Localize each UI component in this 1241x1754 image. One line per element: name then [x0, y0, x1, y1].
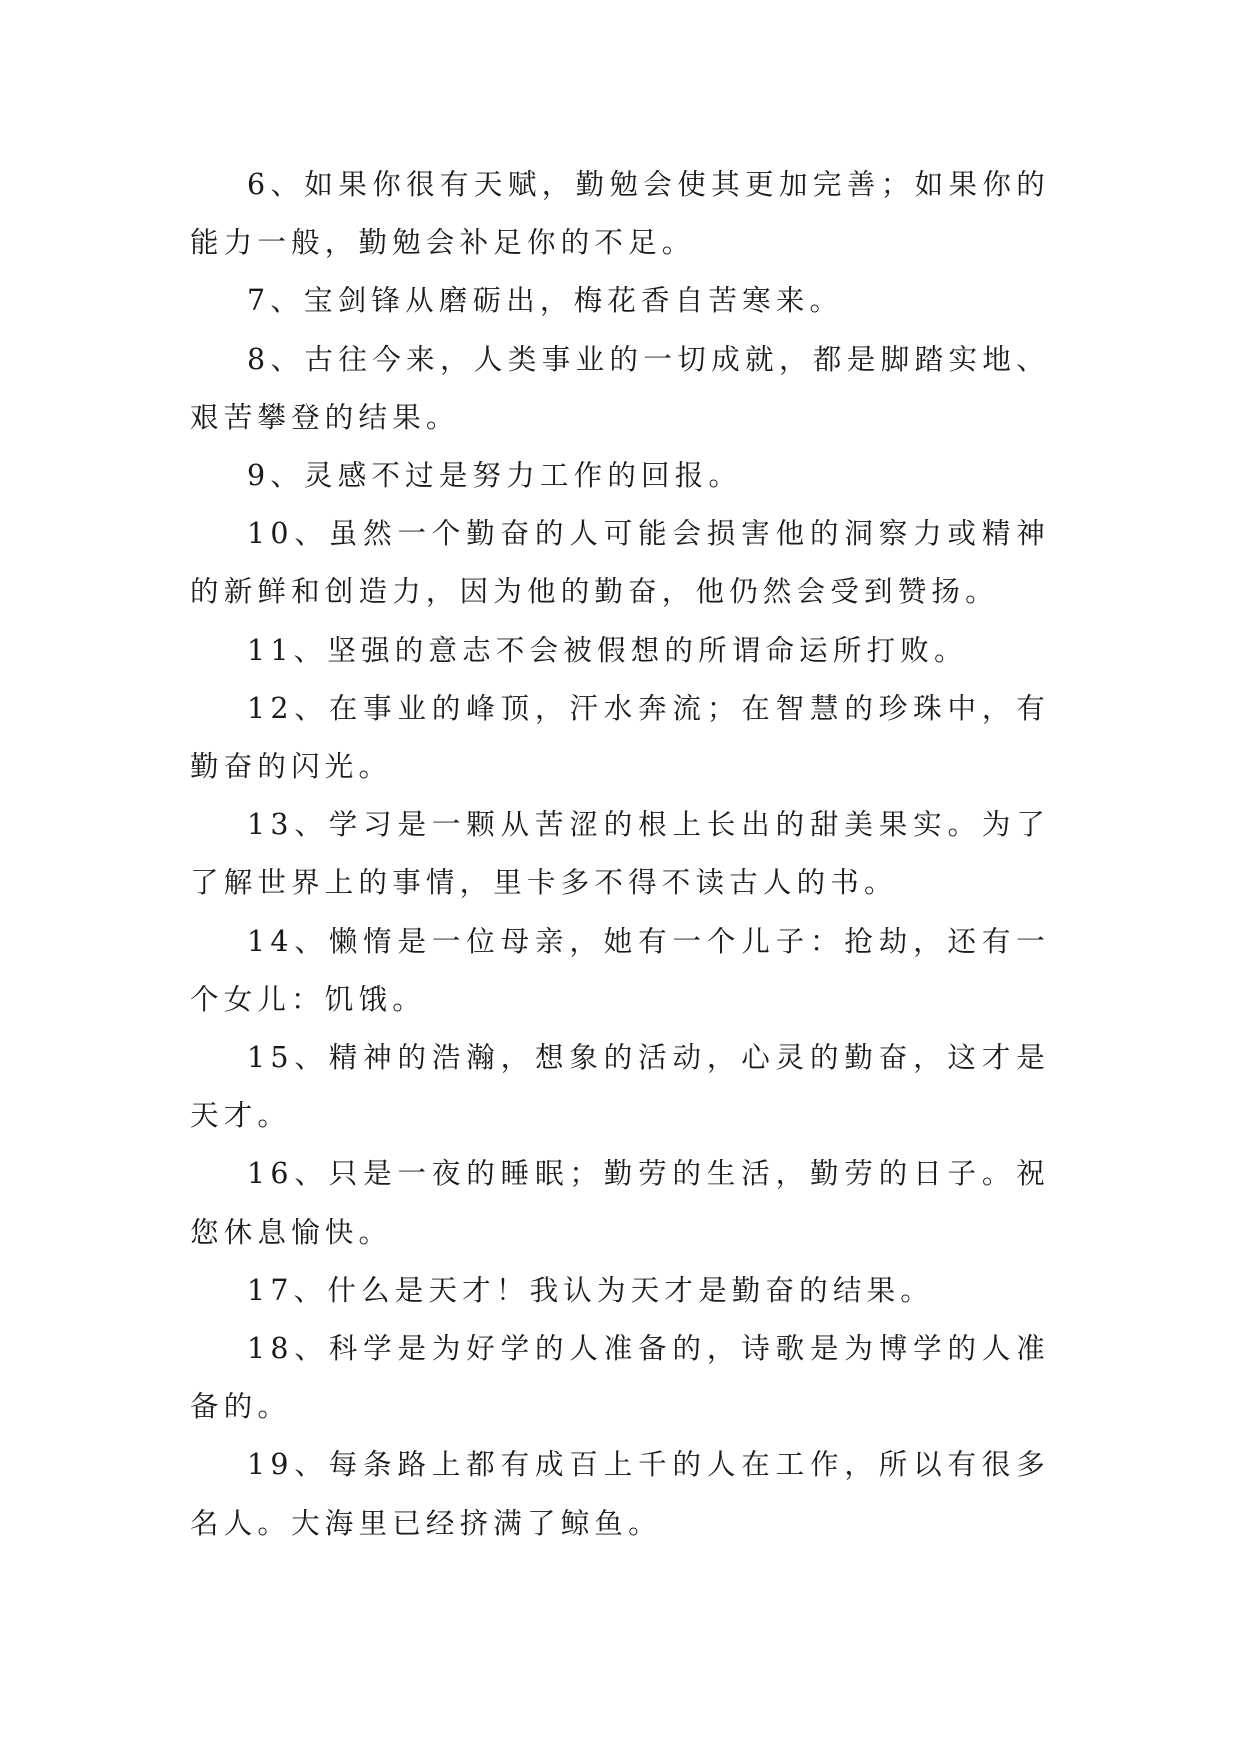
paragraph-19: 19、每条路上都有成百上千的人在工作，所以有很多名人。大海里已经挤满了鲸鱼。 — [190, 1448, 1050, 1540]
document-body — [190, 156, 1050, 1553]
paragraph-11: 11、坚强的意志不会被假想的所谓命运所打败。 — [247, 633, 968, 667]
paragraph-8: 8、古往今来，人类事业的一切成就，都是脚踏实地、艰苦攀登的结果。 — [190, 342, 1050, 434]
paragraph-13: 13、学习是一颗从苦涩的根上长出的甜美果实。为了了解世界上的事情，里卡多不得不读古人的书。 — [190, 808, 1050, 900]
paragraph-7: 7、宝剑锋从磨砺出，梅花香自苦寒来。 — [247, 284, 844, 318]
paragraph-18: 18、科学是为好学的人准备的，诗歌是为博学的人准备的。 — [190, 1332, 1050, 1424]
paragraph-14: 14、懒惰是一位母亲，她有一个儿子：抢劫，还有一个女儿：饥饿。 — [190, 924, 1050, 1016]
paragraph-15: 15、精神的浩瀚，想象的活动，心灵的勤奋，这才是天才。 — [190, 1041, 1050, 1133]
paragraph-9: 9、灵感不过是努力工作的回报。 — [247, 459, 743, 493]
paragraph-16: 16、只是一夜的睡眠；勤劳的生活，勤劳的日子。祝您休息愉快。 — [190, 1157, 1050, 1249]
paragraph-12: 12、在事业的峰顶，汗水奔流；在智慧的珍珠中，有勤奋的闪光。 — [190, 691, 1050, 784]
paragraph-10: 10、虽然一个勤奋的人可能会损害他的洞察力或精神的新鲜和创造力，因为他的勤奋，他仍然会受到赞扬。 — [190, 517, 1050, 609]
paragraph-6: 6、如果你很有天赋，勤勉会使其更加完善；如果你的能力一般，勤勉会补足你的不足。 — [190, 168, 1050, 260]
paragraph-17: 17、什么是天才！我认为天才是勤奋的结果。 — [247, 1273, 934, 1307]
